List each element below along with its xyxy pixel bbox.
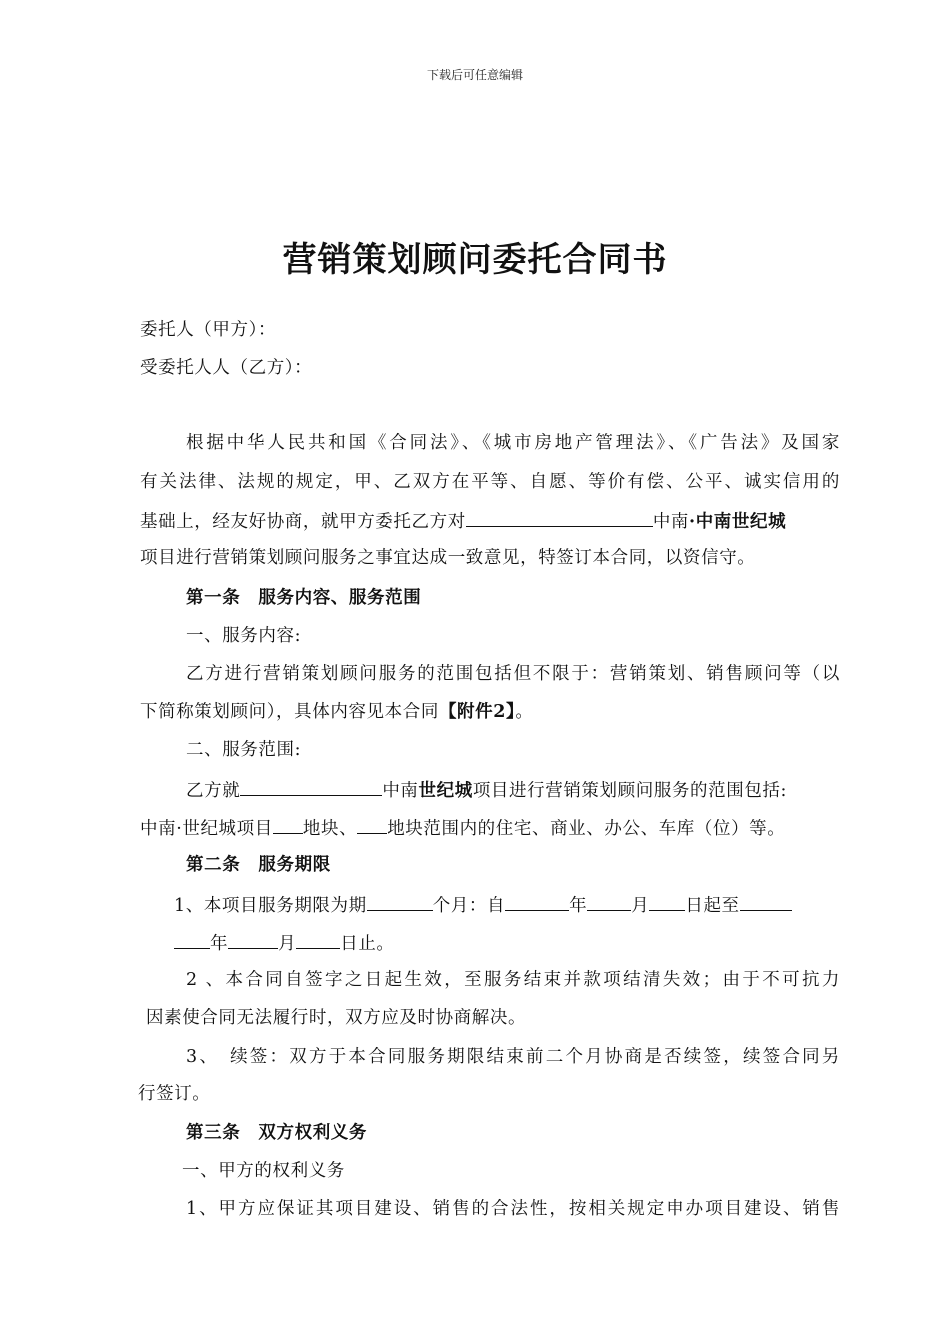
preamble-line-1: 根据中华人民共和国《合同法》、《城市房地产管理法》、《广告法》及国家 xyxy=(186,433,840,453)
para-text: 乙方就 xyxy=(186,781,241,801)
article-3-heading: 第三条 双方权利义务 xyxy=(186,1123,367,1143)
blank-field xyxy=(649,892,685,911)
para-text: 地块、 xyxy=(302,819,358,839)
para-text: 项目进行营销策划顾问服务的范围包括: xyxy=(472,781,788,801)
article-3-sub-1: 一、甲方的权利义务 xyxy=(182,1161,345,1181)
blank-field xyxy=(228,930,278,949)
blank-field xyxy=(273,815,303,834)
article-2-heading: 第二条 服务期限 xyxy=(186,855,331,875)
preamble-line-2: 有关法律、法规的规定，甲、乙双方在平等、自愿、等价有偿、公平、诚实信用的 xyxy=(140,472,840,492)
blank-field xyxy=(587,892,631,911)
project-name: ·中南世纪城 xyxy=(689,512,787,532)
para-text: 中南·世纪城项目 xyxy=(140,819,273,839)
appendix-ref: 【附件2】 xyxy=(438,702,516,722)
item-text: 年 xyxy=(210,934,229,954)
blank-field xyxy=(466,508,653,527)
article-2-item-1-line-1 xyxy=(174,892,874,918)
preamble-line-3 xyxy=(140,508,840,534)
blank-field xyxy=(296,930,340,949)
page-header: 下载后可任意编辑 xyxy=(426,68,523,82)
article-1-heading: 第一条 服务内容、服务范围 xyxy=(186,588,422,608)
para-text: 下简称策划顾问），具体内容见本合同 xyxy=(140,702,439,722)
project-name: 世纪城 xyxy=(418,781,473,801)
article-2-item-2-line-1: 2 、本合同自签字之日起生效，至服务结束并款项结清失效；由于不可抗力 xyxy=(186,970,840,990)
blank-field xyxy=(367,892,433,911)
project-name-prefix: 中南 xyxy=(382,781,419,801)
article-1-sub-2: 二、服务范围: xyxy=(186,740,302,760)
party-agent: 受委托人人（乙方）： xyxy=(140,358,313,378)
article-1-para-1-line-2 xyxy=(140,700,840,724)
article-2-item-3-line-2: 行签订。 xyxy=(138,1084,211,1104)
item-text: 月 xyxy=(631,896,650,916)
item-text: 日起至 xyxy=(685,896,740,916)
item-text: 个月：自 xyxy=(432,896,506,916)
blank-field xyxy=(357,815,387,834)
article-1-para-2-line-2 xyxy=(140,815,840,841)
project-name-prefix: 中南 xyxy=(652,512,690,532)
para-text: 地块范围内的住宅、商业、办公、车库（位）等。 xyxy=(387,819,786,839)
preamble-line-4: 项目进行营销策划顾问服务之事宜达成一致意见，特签订本合同，以资信守。 xyxy=(140,548,756,568)
blank-field xyxy=(240,777,382,796)
article-1-para-1-line-1: 乙方进行营销策划顾问服务的范围包括但不限于：营销策划、销售顾问等（以 xyxy=(186,664,840,684)
item-text: 日止。 xyxy=(340,934,395,954)
item-text: 1、本项目服务期限为期 xyxy=(174,896,367,916)
item-text: 月 xyxy=(278,934,297,954)
preamble-text: 基础上，经友好协商，就甲方委托乙方对 xyxy=(140,512,466,532)
article-2-item-1-line-2 xyxy=(174,930,874,956)
document-title: 营销策划顾问委托合同书 xyxy=(282,240,668,280)
item-text: 年 xyxy=(569,896,588,916)
article-3-item-1: 1、甲方应保证其项目建设、销售的合法性，按相关规定申办项目建设、销售 xyxy=(186,1199,840,1219)
article-1-para-2-line-1 xyxy=(186,777,886,803)
article-2-item-3-line-1: 3、 续签：双方于本合同服务期限结束前二个月协商是否续签，续签合同另 xyxy=(186,1047,840,1067)
article-2-item-2-line-2: 因素使合同无法履行时，双方应及时协商解决。 xyxy=(146,1008,527,1028)
blank-field xyxy=(740,892,792,911)
blank-field xyxy=(174,930,210,949)
party-client: 委托人（甲方）： xyxy=(140,320,277,340)
blank-field xyxy=(505,892,569,911)
para-text-end: 。 xyxy=(515,702,534,722)
article-1-sub-1: 一、服务内容: xyxy=(186,626,302,646)
